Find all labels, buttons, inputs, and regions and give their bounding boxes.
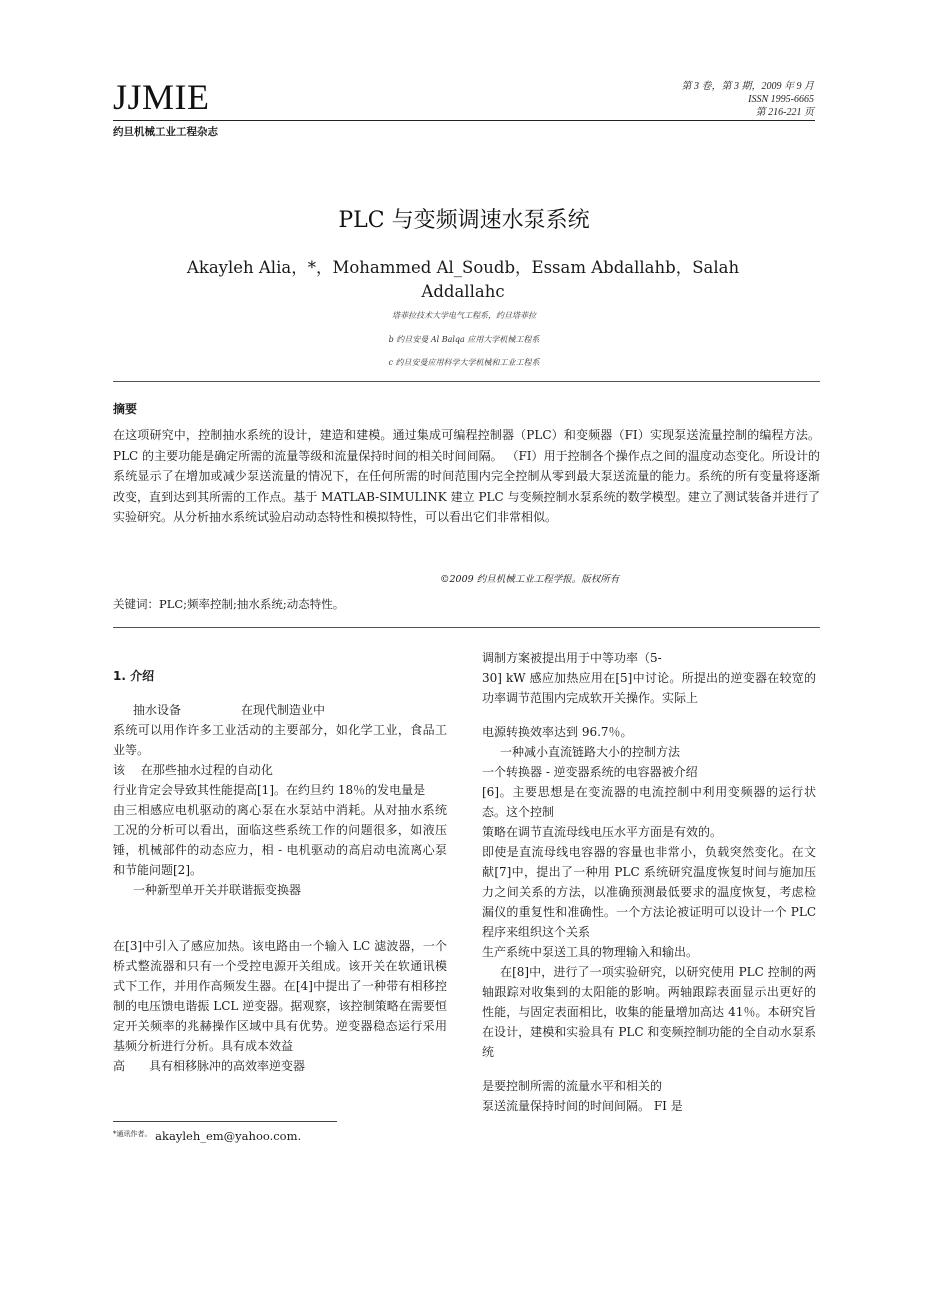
page-range: 第 216-221 页 [755, 107, 814, 118]
paragraph: 电源转换效率达到 96.7％。 [482, 725, 633, 739]
paragraph: 是要控制所需的流量水平和相关的 [482, 1079, 663, 1093]
paragraph: 30] kW 感应加热应用在[5]中讨论。所提出的逆变器在较宽的功率调节范围内完成软开关操作。实际上 [482, 671, 816, 705]
paragraph: 抽水设备 在现代制造业中 [133, 703, 326, 717]
issn: ISSN 1995-6665 [748, 94, 814, 105]
paragraph: 一种减小直流链路大小的控制方法 [500, 745, 681, 759]
right-column [482, 648, 816, 1116]
paragraph: 一种新型单开关并联谐振变换器 [133, 883, 302, 897]
paragraph: 调制方案被提出用于中等功率（5- [482, 651, 662, 665]
paragraph: 在[3]中引入了感应加热。该电路由一个输入 LC 滤波器，一个桥式整流器和只有一个受控电源开关组成。该开关在软通讯模式下工作，并用作高频发生器。在[4]中提出了一种带有相移控制的电压馈电谐振 LCL 逆变器。据观察，该控制策略在需要恒定开关频率的兆赫操作区域中具有优势。逆变器稳态运行采用基频分析进行分析。具有成本效益 [113, 939, 447, 1053]
footnote-label: *通讯作者。 [113, 1130, 152, 1138]
abstract-text: 在这项研究中，控制抽水系统的设计，建造和建模。通过集成可编程控制器（PLC）和变频器（FI）实现泵送流量控制的编程方法。 PLC 的主要功能是确定所需的流量等级和流量保持时间的相关时间间隔。 （FI）用于控制各个操作点之间的温度动态变化。所设计的系统显示了在增加或减少泵送流量的情况下，在任何所需的时间范围内完全控制从零到最大泵送流量的能力。系统的所有变量将逐渐改变，直到达到其所需的工作点。基于 MATLAB-SIMULINK 建立 PLC 与变频控制水泵系统的数学模型。建立了测试装备并进行了实验研究。从分析抽水系统试验启动动态特性和模拟特性，可以看出它们非常相似。 [113, 428, 820, 524]
paragraph: 系统可以用作许多工业活动的主要部分，如化学工业，食品工业等。 [113, 723, 447, 757]
author-list: Akayleh Alia，*，Mohammed Al_Soudb，Essam Abdallahb，Salah Addallahc [186, 258, 740, 301]
keywords: 关键词：PLC;频率控制;抽水系统;动态特性。 [113, 597, 345, 611]
journal-logo: JJMIE [113, 77, 210, 117]
copyright-notice: ©2009 约旦机械工业工程学报。版权所有 [440, 574, 620, 585]
paragraph: 由三相感应电机驱动的离心泵在水泵站中消耗。从对抽水系统工况的分析可以看出，面临这些系统工作的问题很多，如液压锤，机械部件的动态应力，相 - 电机驱动的高启动电流离心泵和节能问题[2]。 [113, 803, 447, 877]
paper-title: PLC 与变频调速水泵系统 [338, 208, 590, 233]
paragraph: 在[8]中，进行了一项实验研究，以研究使用 PLC 控制的两轴跟踪对收集到的太阳能的影响。两轴跟踪表面显示出更好的性能，与固定表面相比，收集的能量增加高达 41％。本研究旨在设计，建模和实验具有 PLC 和变频控制功能的全自动水泵系统 [482, 965, 816, 1059]
paragraph-gap [482, 708, 816, 722]
left-column [113, 700, 447, 1076]
paragraph: 策略在调节直流母线电压水平方面是有效的。 [482, 825, 723, 839]
footnote-rule [113, 1121, 337, 1122]
paragraph: 生产系统中泵送工具的物理输入和输出。 [482, 945, 699, 959]
paragraph: 即使是直流母线电容器的容量也非常小，负载突然变化。在文献[7]中，提出了一种用 PLC 系统研究温度恢复时间与施加压力之间关系的方法，以准确预测最低要求的温度恢复，考虑检漏仪的重复性和准确性。一个方法论被证明可以设计一个 PLC 程序来组织这个关系 [482, 845, 816, 939]
divider-top [113, 381, 820, 382]
paragraph: 该 在那些抽水过程的自动化 [113, 763, 273, 777]
paragraph: 泵送流量保持时间的时间间隔。 FI 是 [482, 1099, 683, 1113]
footnote [113, 1129, 301, 1143]
paragraph: [6]。主要思想是在变流器的电流控制中利用变频器的运行状态。这个控制 [482, 785, 816, 819]
header-rule [113, 120, 815, 121]
affiliation-b: b 约旦安曼 Al Balqa 应用大学机械工程系 [388, 335, 540, 344]
paragraph: 高 具有相移脉冲的高效率逆变器 [113, 1059, 306, 1073]
section-heading: 1. 介绍 [113, 669, 155, 683]
divider-bottom [113, 627, 820, 628]
abstract-heading: 摘要 [113, 402, 138, 416]
journal-meta [682, 80, 815, 119]
affiliation-c: c 约旦安曼应用科学大学机械和工业工程系 [388, 358, 540, 367]
paragraph-gap [113, 900, 447, 936]
volume-issue: 第 3 卷，第 3 期，2009 年 9 月 [681, 81, 814, 92]
journal-name: 约旦机械工业工程杂志 [113, 126, 218, 138]
footnote-email: akayleh_em@yahoo.com. [155, 1129, 302, 1143]
paragraph-gap [482, 1062, 816, 1076]
affiliation-a: 塔菲拉技术大学电气工程系，约旦塔菲拉 [392, 311, 536, 320]
paragraph: 一个转换器 - 逆变器系统的电容器被介绍 [482, 765, 698, 779]
paragraph: 行业肯定会导致其性能提高[1]。在约旦约 18％的发电量是 [113, 783, 426, 797]
